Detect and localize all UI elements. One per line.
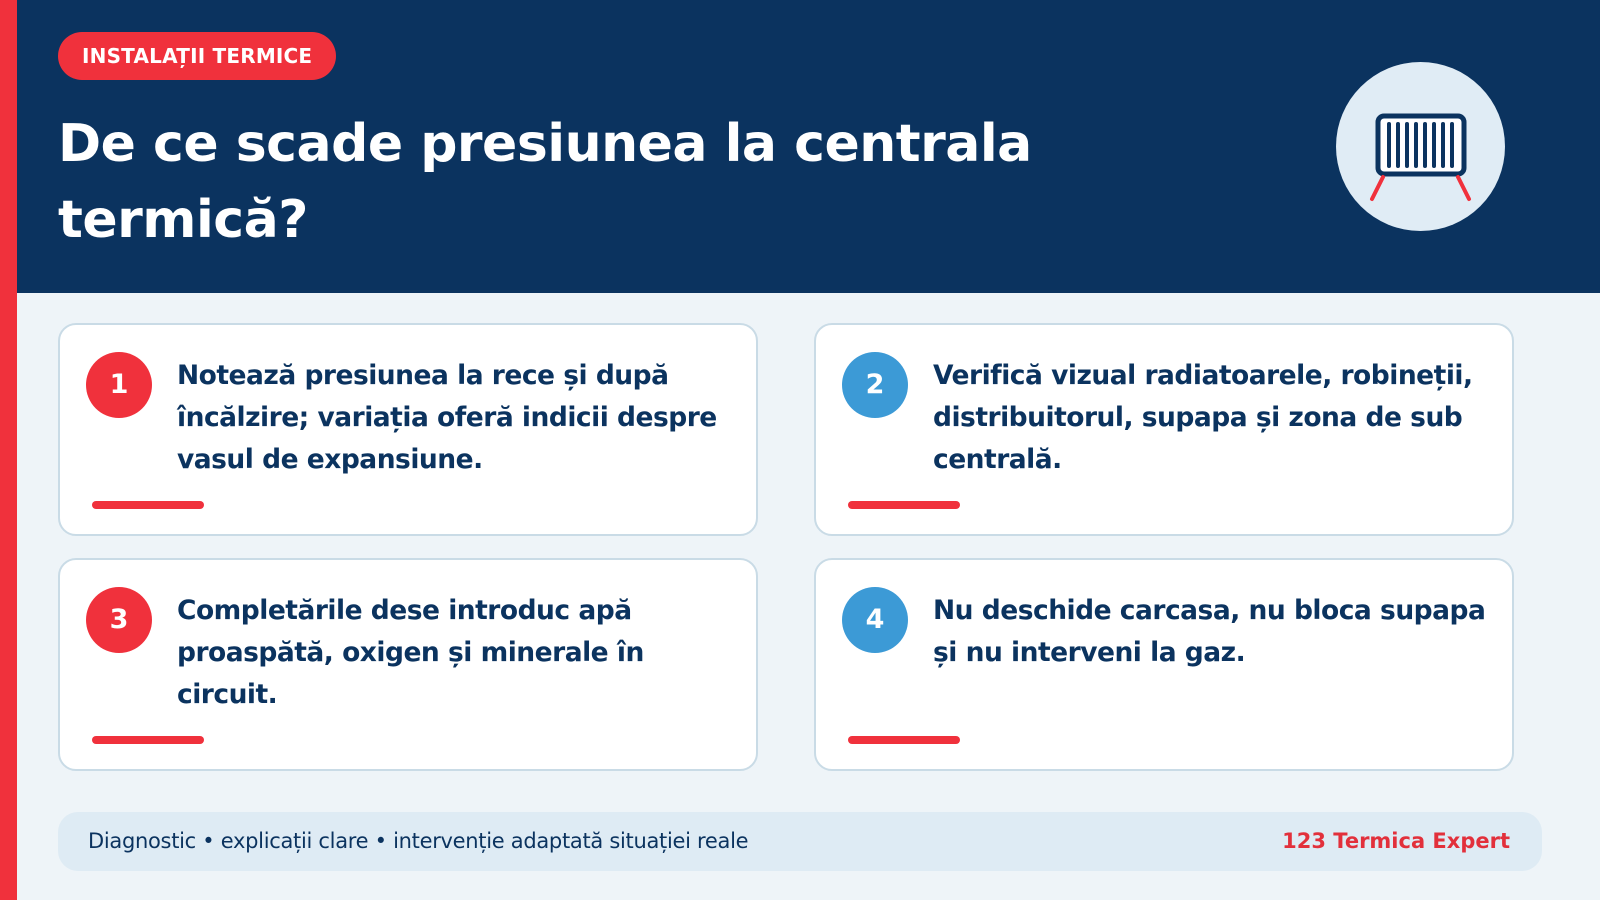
step-card-4 [814, 558, 1514, 771]
step-text: Verifică vizual radiatoarele, robineții, distribuitorul, supapa și zona de sub centrală. [933, 360, 1473, 475]
step-card-3 [58, 558, 758, 771]
step-card-2 [814, 323, 1514, 536]
step-text: Completările dese introduc apă proaspătă, oxigen și minerale în circuit. [177, 595, 644, 710]
page-title: De ce scade presiunea la centrala termică? [58, 114, 1032, 250]
radiator-icon-badge [1336, 62, 1505, 231]
category-badge: INSTALAȚII TERMICE [58, 32, 336, 80]
card-accent-line [92, 501, 204, 509]
step-number-badge: 4 [842, 587, 908, 653]
left-accent-strip [0, 0, 17, 900]
step-number-badge: 2 [842, 352, 908, 418]
radiator-icon [1336, 62, 1505, 231]
card-accent-line [848, 501, 960, 509]
step-number-badge: 3 [86, 587, 152, 653]
step-text: Notează presiunea la rece și după încălzire; variația oferă indicii despre vasul de expansiune. [177, 360, 717, 475]
footer-brand: 123 Termica Expert [1282, 829, 1510, 853]
footer-bar [58, 812, 1542, 871]
step-card-1 [58, 323, 758, 536]
footer-tagline: Diagnostic • explicații clare • intervenție adaptată situației reale [88, 829, 749, 853]
step-text: Nu deschide carcasa, nu bloca supapa și nu interveni la gaz. [933, 595, 1486, 668]
card-accent-line [92, 736, 204, 744]
card-accent-line [848, 736, 960, 744]
step-number-badge: 1 [86, 352, 152, 418]
